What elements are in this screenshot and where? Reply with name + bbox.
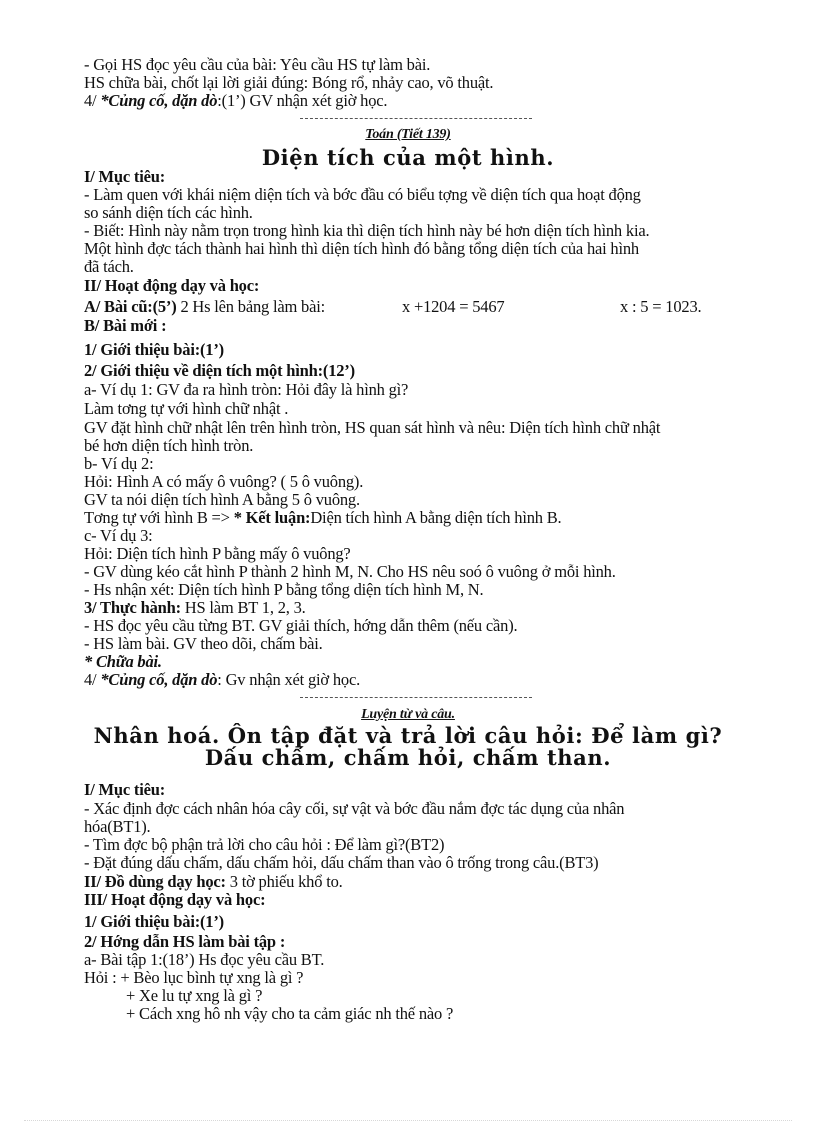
wrapup-heading: *Củng cố, dặn dò bbox=[100, 670, 218, 689]
text-line: so sánh diện tích các hình. bbox=[84, 203, 253, 222]
text-line: Làm tơng tự với hình chữ nhật . bbox=[84, 399, 289, 418]
practice-text: HS làm BT 1, 2, 3. bbox=[180, 598, 306, 617]
section-separator bbox=[300, 118, 532, 119]
text-line: - HS làm bài. GV theo dõi, chấm bài. bbox=[84, 634, 323, 653]
text-line: hóa(BT1). bbox=[84, 817, 151, 836]
item-number: 4/ bbox=[84, 670, 101, 689]
text-line: đã tách. bbox=[84, 257, 134, 276]
conclusion-line bbox=[84, 509, 561, 527]
conclusion-pre: Tơng tự với hình B => bbox=[84, 508, 234, 527]
text-line: - Biết: Hình này nằm trọn trong hình kia thì diện tích hình này bé hơn diện tích hình kia. bbox=[84, 221, 650, 240]
lesson-title: Diện tích của một hình. bbox=[261, 145, 555, 170]
wrapup-text: : Gv nhận xét giờ học. bbox=[217, 670, 360, 689]
wrapup-line bbox=[84, 671, 360, 689]
text-line: HS chữa bài, chốt lại lời giải đúng: Bóng rổ, nhảy cao, võ thuật. bbox=[84, 73, 494, 92]
conclusion-text: Diện tích hình A bằng diện tích hình B. bbox=[310, 508, 562, 527]
section-heading: B/ Bài mới : bbox=[84, 316, 167, 335]
wrapup-heading: *Củng cố, dặn dò bbox=[100, 91, 218, 110]
text-line: a- Ví dụ 1: GV đa ra hình tròn: Hỏi đây là hình gì? bbox=[84, 380, 409, 399]
practice-heading: 3/ Thực hành: bbox=[84, 598, 181, 617]
lesson-title: Nhân hoá. Ôn tập đặt và trả lời câu hỏi: Để làm gì? bbox=[93, 723, 723, 748]
lesson-subtitle: Luyện từ và câu. bbox=[361, 707, 455, 722]
materials-text: 3 tờ phiếu khổ to. bbox=[225, 872, 343, 891]
materials-heading: II/ Đồ dùng dạy học: bbox=[84, 872, 226, 891]
section-heading: I/ Mục tiêu: bbox=[84, 780, 166, 799]
text-line: - HS đọc yêu cầu từng BT. GV giải thích, hớng dẫn thêm (nếu cần). bbox=[84, 616, 518, 635]
text-line: Một hình đợc tách thành hai hình thì diện tích hình đó bằng tổng diện tích của hai hình bbox=[84, 239, 639, 258]
text-line: GV đặt hình chữ nhật lên trên hình tròn, HS quan sát hình và nêu: Diện tích hình chữ nhật bbox=[84, 418, 661, 437]
text-line: - Hs nhận xét: Diện tích hình P bằng tổng diện tích hình M, N. bbox=[84, 580, 484, 599]
text-line: c- Ví dụ 3: bbox=[84, 526, 153, 545]
equation-2: x : 5 = 1023. bbox=[620, 297, 702, 316]
equation-1: x +1204 = 5467 bbox=[402, 297, 505, 316]
text-line: b- Ví dụ 2: bbox=[84, 454, 154, 473]
section-heading: II/ Hoạt động dạy và học: bbox=[84, 276, 260, 295]
text-line: bé hơn diện tích hình tròn. bbox=[84, 436, 254, 455]
text-line: - Gọi HS đọc yêu cầu của bài: Yêu cầu HS tự làm bài. bbox=[84, 55, 431, 74]
lesson-subtitle: Toán (Tiết 139) bbox=[365, 127, 451, 142]
text-line: + Cách xng hô nh vậy cho ta cảm giác nh thế nào ? bbox=[126, 1004, 454, 1023]
section-heading: 2/ Giới thiệu về diện tích một hình:(12’) bbox=[84, 361, 355, 380]
section-heading: III/ Hoạt động dạy và học: bbox=[84, 890, 266, 909]
text-line: Hỏi: Hình A có mấy ô vuông? ( 5 ô vuông). bbox=[84, 472, 364, 491]
page-bottom-rule bbox=[24, 1120, 792, 1121]
section-heading: 1/ Giới thiệu bài:(1’) bbox=[84, 340, 224, 359]
text-line: - Xác định đợc cách nhân hóa cây cối, sự vật và bớc đầu nắm đợc tác dụng của nhân bbox=[84, 799, 625, 818]
text-line: GV ta nói diện tích hình A bằng 5 ô vuông. bbox=[84, 490, 360, 509]
item-number: 4/ bbox=[84, 91, 101, 110]
text-line: - Tìm đợc bộ phận trả lời cho câu hỏi : Để làm gì?(BT2) bbox=[84, 835, 445, 854]
text-line: - GV dùng kéo cắt hình P thành 2 hình M, N. Cho HS nêu soó ô vuông ở mỗi hình. bbox=[84, 562, 616, 581]
wrapup-text: :(1’) GV nhận xét giờ học. bbox=[217, 91, 388, 110]
old-lesson-heading: A/ Bài cũ:(5’) bbox=[84, 297, 177, 316]
materials-line bbox=[84, 873, 343, 891]
practice-line bbox=[84, 599, 306, 617]
section-heading: 2/ Hớng dẫn HS làm bài tập : bbox=[84, 932, 286, 951]
text-line: Hỏi : + Bèo lục bình tự xng là gì ? bbox=[84, 968, 304, 987]
section-heading: I/ Mục tiêu: bbox=[84, 167, 166, 186]
wrapup-line bbox=[84, 92, 387, 110]
lesson-title-line-2: Dấu chấm, chấm hỏi, chấm than. bbox=[204, 745, 612, 770]
old-lesson-text: 2 Hs lên bảng làm bài: bbox=[176, 297, 325, 316]
old-lesson-line bbox=[84, 298, 784, 316]
fix-heading: * Chữa bài. bbox=[84, 652, 162, 671]
text-line: a- Bài tập 1:(18’) Hs đọc yêu cầu BT. bbox=[84, 950, 325, 969]
conclusion-heading: * Kết luận: bbox=[233, 508, 311, 527]
text-line: + Xe lu tự xng là gì ? bbox=[126, 986, 263, 1005]
text-line: Hỏi: Diện tích hình P bằng mấy ô vuông? bbox=[84, 544, 351, 563]
section-separator bbox=[300, 697, 532, 698]
text-line: - Làm quen với khái niệm diện tích và bớc đầu có biểu tợng về diện tích qua hoạt động bbox=[84, 185, 641, 204]
section-heading: 1/ Giới thiệu bài:(1’) bbox=[84, 912, 224, 931]
text-line: - Đặt đúng dấu chấm, dấu chấm hỏi, dấu chấm than vào ô trống trong câu.(BT3) bbox=[84, 853, 599, 872]
